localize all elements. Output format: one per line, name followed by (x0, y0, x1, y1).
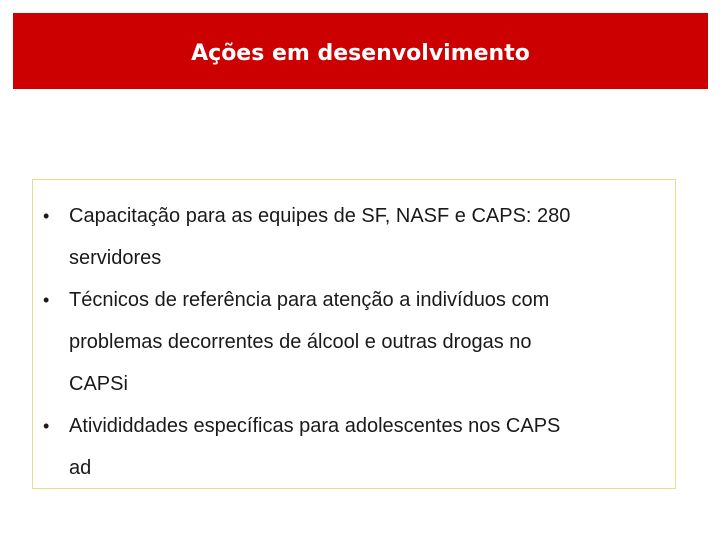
bullet-text-line: ad (69, 457, 92, 479)
slide-title: Ações em desenvolvimento (191, 41, 530, 66)
bullet-item-training (33, 195, 675, 279)
bullet-icon: • (43, 206, 50, 226)
bullet-list (33, 195, 675, 489)
title-banner (13, 13, 708, 89)
bullet-text-line: Ativididdades específicas para adolescentes nos CAPS (69, 415, 561, 437)
bullet-item-activities (33, 405, 675, 489)
bullet-text-line: servidores (69, 247, 162, 269)
bullet-icon: • (43, 290, 50, 310)
bullet-text-line: Capacitação para as equipes de SF, NASF e CAPS: 280 (69, 205, 571, 227)
bullet-icon: • (43, 416, 50, 436)
bullet-item-technicians (33, 279, 675, 405)
bullet-text-line: Técnicos de referência para atenção a indivíduos com (69, 289, 550, 311)
bullet-text-line: problemas decorrentes de álcool e outras drogas no (69, 331, 532, 353)
bullet-text-line: CAPSi (69, 373, 128, 395)
content-box (32, 179, 676, 489)
